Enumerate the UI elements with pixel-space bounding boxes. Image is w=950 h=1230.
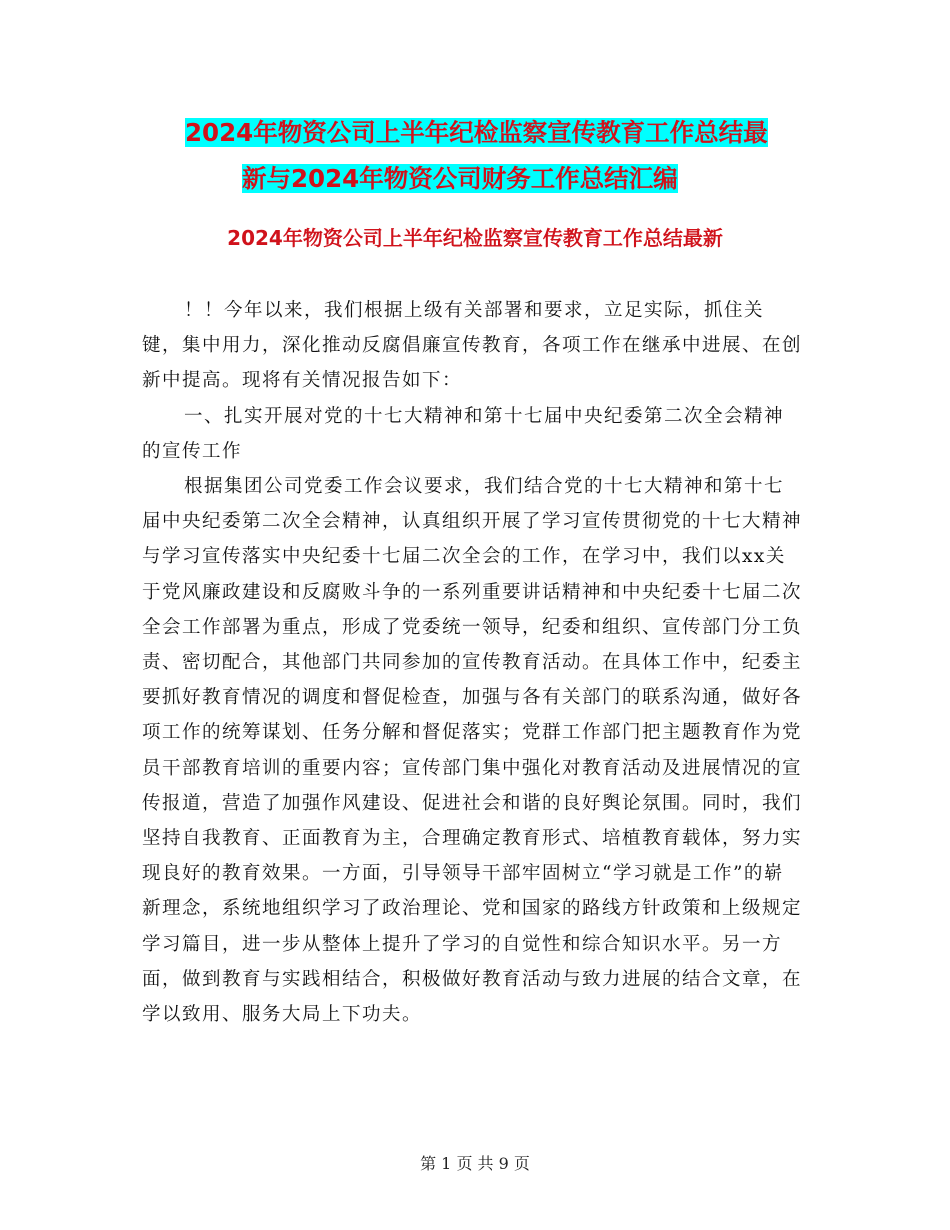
page-footer: 第 1 页 共 9 页 bbox=[420, 1154, 530, 1173]
title-highlight: 2024年物资公司上半年纪检监察宣传教育工作总结最 bbox=[185, 118, 768, 147]
section-title: 2024年物资公司上半年纪检监察宣传教育工作总结最新 bbox=[227, 226, 723, 250]
title-highlight: 新与2024年物资公司财务工作总结汇编 bbox=[242, 164, 678, 193]
document-title-line-1 bbox=[185, 110, 810, 156]
document-body bbox=[142, 293, 802, 1032]
paragraph-intro: ！！今年以来，我们根据上级有关部署和要求，立足实际，抓住关键，集中用力，深化推动反腐倡廉宣传教育，各项工作在继承中进展、在创新中提高。现将有关情况报告如下： bbox=[142, 300, 803, 392]
document-title-line-2 bbox=[185, 156, 810, 202]
paragraph-heading-one: 一、扎实开展对党的十七大精神和第十七届中央纪委第二次全会精神的宣传工作 bbox=[142, 405, 785, 462]
document-title bbox=[185, 110, 810, 202]
paragraph-main: 根据集团公司党委工作会议要求，我们结合党的十七大精神和第十七届中央纪委第二次全会精神，认真组织开展了学习宣传贯彻党的十七大精神与学习宣传落实中央纪委十七届二次全会的工作，在学习中，我们以xx关于党风廉政建设和反腐败斗争的一系列重要讲话精神和中央纪委十七届二次全会工作部署为重点，形成了党委统一领导，纪委和组织、宣传部门分工负责、密切配合，其他部门共同参加的宣传教育活动。在具体工作中，纪委主要抓好教育情况的调度和督促检查，加强与各有关部门的联系沟通，做好各项工作的统筹谋划、任务分解和督促落实；党群工作部门把主题教育作为党员干部教育培训的重要内容；宣传部门集中强化对教育活动及进展情况的宣传报道，营造了加强作风建设、促进社会和谐的良好舆论氛围。同时，我们坚持自我教育、正面教育为主，合理确定教育形式、培植教育载体，努力实现良好的教育效果。一方面，引导领导干部牢固树立“学习就是工作”的崭新理念，系统地组织学习了政治理论、党和国家的路线方针政策和上级规定学习篇目，进一步从整体上提升了学习的自觉性和综合知识水平。另一方面，做到教育与实践相结合，积极做好教育活动与致力进展的结合文章，在学以致用、服务大局上下功夫。 bbox=[142, 476, 803, 1026]
